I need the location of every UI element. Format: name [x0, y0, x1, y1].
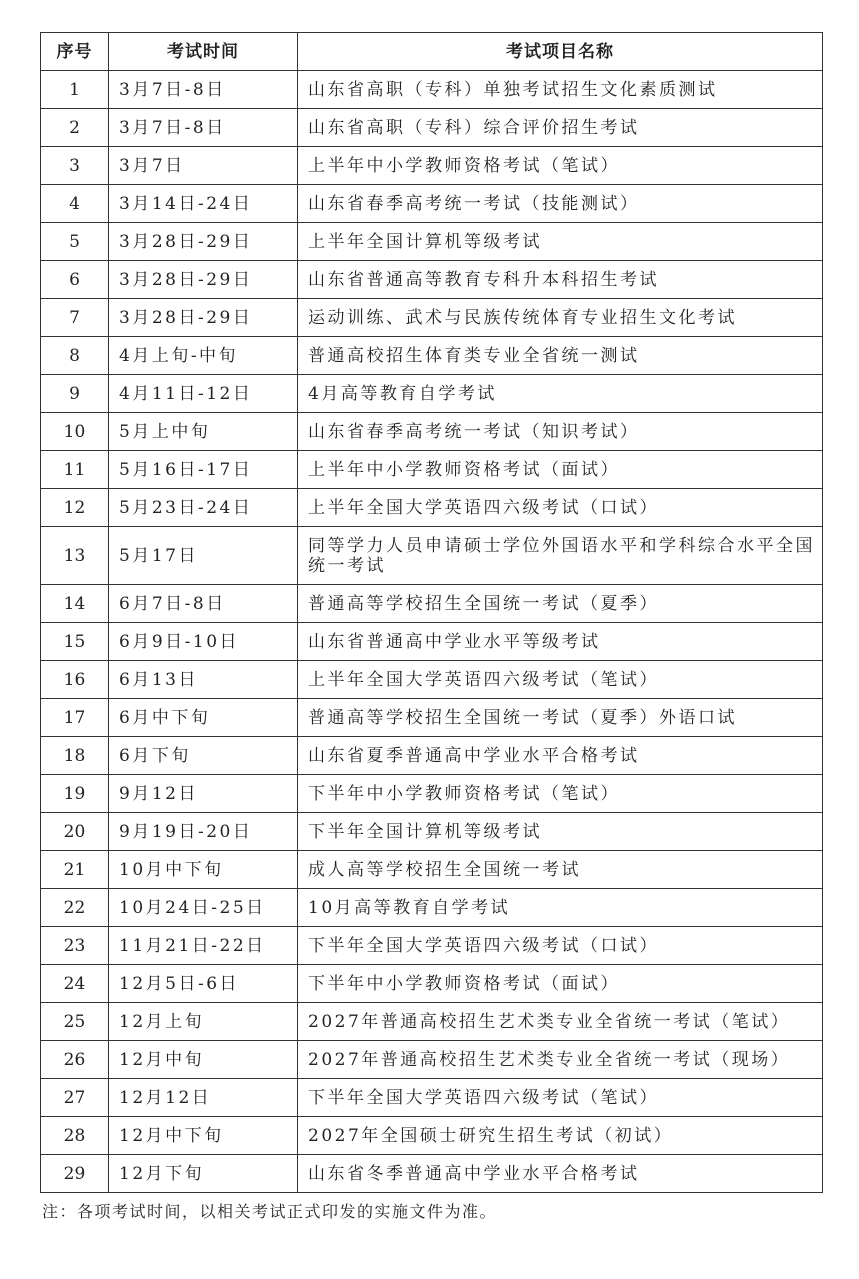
row-time: 10月中下旬 [109, 851, 298, 889]
row-time: 3月28日-29日 [109, 299, 298, 337]
row-index: 4 [41, 185, 109, 223]
table-row [41, 1155, 823, 1193]
row-index: 15 [41, 623, 109, 661]
row-time: 6月7日-8日 [109, 585, 298, 623]
row-time: 6月下旬 [109, 737, 298, 775]
table-row [41, 451, 823, 489]
row-index: 6 [41, 261, 109, 299]
table-row [41, 737, 823, 775]
row-time: 3月14日-24日 [109, 185, 298, 223]
row-name: 下半年中小学教师资格考试（笔试） [298, 775, 823, 813]
exam-schedule-table [40, 32, 823, 1193]
row-name: 10月高等教育自学考试 [298, 889, 823, 927]
row-index: 22 [41, 889, 109, 927]
row-name: 同等学力人员申请硕士学位外国语水平和学科综合水平全国统一考试 [298, 527, 823, 585]
table-row [41, 851, 823, 889]
table-row [41, 661, 823, 699]
table-row [41, 813, 823, 851]
row-time: 5月上中旬 [109, 413, 298, 451]
table-row [41, 223, 823, 261]
row-index: 5 [41, 223, 109, 261]
row-name: 上半年全国大学英语四六级考试（口试） [298, 489, 823, 527]
row-index: 25 [41, 1003, 109, 1041]
row-name: 下半年中小学教师资格考试（面试） [298, 965, 823, 1003]
row-name: 2027年全国硕士研究生招生考试（初试） [298, 1117, 823, 1155]
table-row [41, 71, 823, 109]
row-index: 24 [41, 965, 109, 1003]
row-index: 2 [41, 109, 109, 147]
row-name: 山东省冬季普通高中学业水平合格考试 [298, 1155, 823, 1193]
row-index: 9 [41, 375, 109, 413]
row-index: 17 [41, 699, 109, 737]
row-index: 12 [41, 489, 109, 527]
table-row [41, 927, 823, 965]
row-time: 12月上旬 [109, 1003, 298, 1041]
row-time: 12月5日-6日 [109, 965, 298, 1003]
row-time: 10月24日-25日 [109, 889, 298, 927]
row-time: 9月12日 [109, 775, 298, 813]
table-row [41, 1041, 823, 1079]
row-name: 2027年普通高校招生艺术类专业全省统一考试（现场） [298, 1041, 823, 1079]
table-row [41, 965, 823, 1003]
row-time: 12月中下旬 [109, 1117, 298, 1155]
table-row [41, 699, 823, 737]
row-index: 1 [41, 71, 109, 109]
row-time: 5月23日-24日 [109, 489, 298, 527]
row-name: 4月高等教育自学考试 [298, 375, 823, 413]
header-name: 考试项目名称 [298, 33, 823, 71]
row-index: 26 [41, 1041, 109, 1079]
table-row [41, 337, 823, 375]
row-index: 3 [41, 147, 109, 185]
row-time: 3月7日-8日 [109, 109, 298, 147]
table-row [41, 775, 823, 813]
row-name: 下半年全国计算机等级考试 [298, 813, 823, 851]
row-name: 成人高等学校招生全国统一考试 [298, 851, 823, 889]
table-row [41, 375, 823, 413]
row-name: 山东省春季高考统一考试（技能测试） [298, 185, 823, 223]
row-time: 5月16日-17日 [109, 451, 298, 489]
table-row [41, 109, 823, 147]
row-time: 5月17日 [109, 527, 298, 585]
row-index: 18 [41, 737, 109, 775]
row-time: 12月中旬 [109, 1041, 298, 1079]
row-name: 山东省春季高考统一考试（知识考试） [298, 413, 823, 451]
row-index: 29 [41, 1155, 109, 1193]
row-index: 23 [41, 927, 109, 965]
row-name: 下半年全国大学英语四六级考试（口试） [298, 927, 823, 965]
row-index: 8 [41, 337, 109, 375]
row-index: 10 [41, 413, 109, 451]
row-index: 7 [41, 299, 109, 337]
row-time: 3月7日-8日 [109, 71, 298, 109]
row-name: 上半年中小学教师资格考试（面试） [298, 451, 823, 489]
row-name: 普通高校招生体育类专业全省统一测试 [298, 337, 823, 375]
row-time: 3月28日-29日 [109, 223, 298, 261]
row-index: 16 [41, 661, 109, 699]
table-row [41, 413, 823, 451]
row-time: 6月13日 [109, 661, 298, 699]
table-row [41, 623, 823, 661]
table-row [41, 147, 823, 185]
table-row [41, 185, 823, 223]
table-row [41, 1117, 823, 1155]
row-time: 3月28日-29日 [109, 261, 298, 299]
header-time: 考试时间 [109, 33, 298, 71]
row-index: 14 [41, 585, 109, 623]
row-time: 4月上旬-中旬 [109, 337, 298, 375]
row-index: 13 [41, 527, 109, 585]
row-name: 山东省普通高等教育专科升本科招生考试 [298, 261, 823, 299]
row-name: 普通高等学校招生全国统一考试（夏季） [298, 585, 823, 623]
row-index: 21 [41, 851, 109, 889]
table-row [41, 527, 823, 585]
row-name: 山东省高职（专科）综合评价招生考试 [298, 109, 823, 147]
table-row [41, 299, 823, 337]
row-name: 山东省高职（专科）单独考试招生文化素质测试 [298, 71, 823, 109]
row-time: 4月11日-12日 [109, 375, 298, 413]
footnote: 注：各项考试时间，以相关考试正式印发的实施文件为准。 [42, 1202, 498, 1221]
header-index: 序号 [41, 33, 109, 71]
table-row [41, 889, 823, 927]
row-time: 3月7日 [109, 147, 298, 185]
row-index: 20 [41, 813, 109, 851]
row-time: 12月下旬 [109, 1155, 298, 1193]
row-index: 19 [41, 775, 109, 813]
row-name: 上半年全国计算机等级考试 [298, 223, 823, 261]
row-name: 上半年中小学教师资格考试（笔试） [298, 147, 823, 185]
row-time: 6月中下旬 [109, 699, 298, 737]
row-index: 27 [41, 1079, 109, 1117]
table-row [41, 1079, 823, 1117]
row-name: 普通高等学校招生全国统一考试（夏季）外语口试 [298, 699, 823, 737]
table-header-row [41, 33, 823, 71]
row-name: 运动训练、武术与民族传统体育专业招生文化考试 [298, 299, 823, 337]
table-row [41, 489, 823, 527]
row-time: 12月12日 [109, 1079, 298, 1117]
row-name: 山东省普通高中学业水平等级考试 [298, 623, 823, 661]
row-name: 上半年全国大学英语四六级考试（笔试） [298, 661, 823, 699]
row-index: 11 [41, 451, 109, 489]
table-row [41, 585, 823, 623]
row-index: 28 [41, 1117, 109, 1155]
row-time: 6月9日-10日 [109, 623, 298, 661]
row-name: 山东省夏季普通高中学业水平合格考试 [298, 737, 823, 775]
row-time: 11月21日-22日 [109, 927, 298, 965]
table-row [41, 1003, 823, 1041]
row-time: 9月19日-20日 [109, 813, 298, 851]
row-name: 2027年普通高校招生艺术类专业全省统一考试（笔试） [298, 1003, 823, 1041]
table-row [41, 261, 823, 299]
row-name: 下半年全国大学英语四六级考试（笔试） [298, 1079, 823, 1117]
